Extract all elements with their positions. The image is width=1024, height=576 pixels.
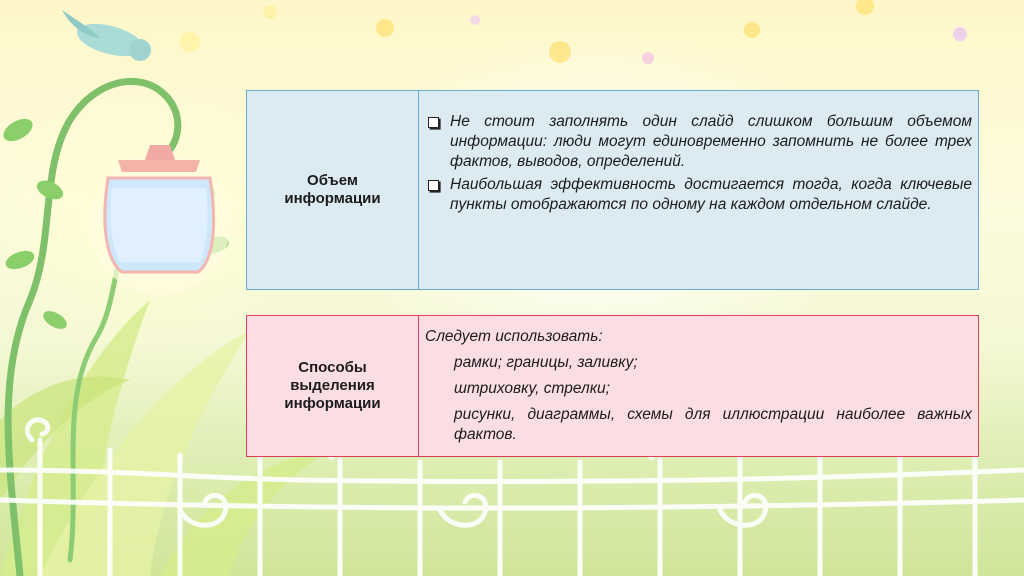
list-item: рамки; границы, заливку;: [454, 354, 638, 371]
lantern-decoration: [90, 145, 230, 295]
label-line: Способы: [298, 359, 367, 376]
label-line: информации: [284, 190, 381, 207]
checkbox-bullet-icon: [428, 117, 439, 128]
highlight-methods-label: [247, 316, 419, 456]
list-item: [425, 112, 972, 172]
info-volume-panel: [246, 90, 979, 290]
bullet-text: Не стоит заполнять один слайд слишком большим объемом информации: люди могут единовременно запомнить не более трех фактов, выводов, определений.: [450, 113, 972, 170]
list-item: рисунки, диаграммы, схемы для иллюстрации наиболее важных фактов.: [454, 406, 972, 443]
label-line: информации: [284, 395, 381, 412]
info-volume-label: [247, 91, 419, 289]
info-volume-content: [419, 91, 978, 289]
checkbox-bullet-icon: [428, 180, 439, 191]
highlight-methods-panel: [246, 315, 979, 457]
highlight-methods-content: [419, 316, 978, 456]
bird-decoration: [62, 10, 151, 62]
label-line: выделения: [290, 377, 375, 394]
bullet-text: Наибольшая эффективность достигается тогда, когда ключевые пункты отображаются по одному на каждом отдельном слайде.: [450, 176, 972, 213]
list-item: штриховку, стрелки;: [454, 380, 610, 397]
label-line: Объем: [307, 172, 358, 189]
lead-text: Следует использовать:: [425, 328, 603, 345]
list-item: [425, 175, 972, 215]
